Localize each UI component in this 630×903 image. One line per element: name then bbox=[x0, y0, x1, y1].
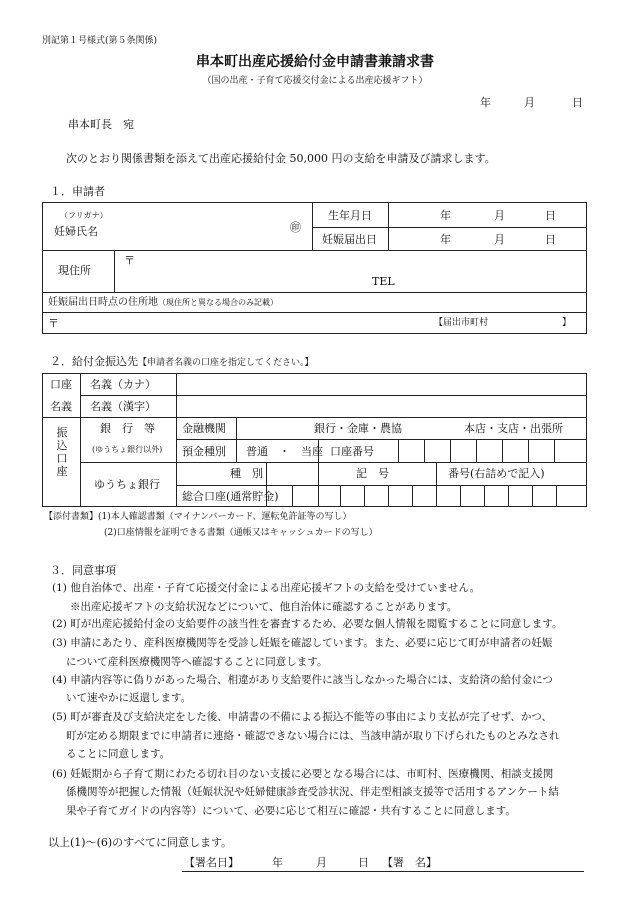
section-consent-heading: ３．同意事項 bbox=[50, 564, 116, 577]
tel-label: TEL bbox=[372, 275, 395, 288]
consent-item-4: (4) 申請内容等に偽りがあった場合、相違があり支給要件に該当しなかった場合には、支給済の給付金につ bbox=[52, 674, 553, 686]
attachment-line-2: (2)口座情報を証明できる書類（通帳又はキャッシュカードの写し） bbox=[104, 528, 378, 538]
signature-label: 【署 名】 bbox=[382, 856, 437, 869]
account-holder-label-1: 口座 bbox=[50, 378, 72, 391]
pregnancy-date-month: 月 bbox=[494, 233, 505, 246]
consent-item-3-cont: について産科医療機関等へ確認することに同意します。 bbox=[66, 656, 328, 668]
birthdate-year: 年 bbox=[440, 209, 451, 222]
previous-address-note: （現住所と異なる場合のみ記載） bbox=[158, 298, 278, 307]
document-subtitle: （国の出産・子育て応援交付金による出産応援ギフト） bbox=[202, 76, 428, 86]
form-number: 別記第１号様式(第５条関係) bbox=[42, 36, 158, 46]
consent-item-1: (1) 他自治体で、出産・子育て応援交付金による出産応援ギフトの支給を受けていません。 bbox=[52, 582, 481, 594]
birthdate-month: 月 bbox=[494, 209, 505, 222]
previous-address-title: 妊娠届出日時点の住所地 bbox=[48, 297, 158, 308]
holder-kana-label: 名義（カナ） bbox=[90, 378, 156, 391]
birthdate-day: 日 bbox=[545, 209, 556, 222]
date-day: 日 bbox=[572, 96, 583, 109]
consent-item-6-cont-2: 果や子育てガイドの内容等）について、必要に応じて相互に確認・共有することに同意します。 bbox=[66, 805, 516, 817]
pregnancy-date-year: 年 bbox=[440, 233, 451, 246]
previous-postal-mark: 〒 bbox=[48, 317, 59, 330]
general-account-label: 総合口座(通常貯金) bbox=[182, 490, 279, 503]
current-address-label: 現住所 bbox=[58, 264, 91, 277]
yucho-number-label: 番号(右詰めで記入) bbox=[448, 467, 545, 480]
yucho-label: ゆうちょ銀行 bbox=[94, 478, 160, 491]
account-holder-label-2: 名義 bbox=[50, 400, 72, 413]
consent-item-5-cont-2: ることに同意します。 bbox=[66, 748, 171, 760]
date-month: 月 bbox=[524, 96, 535, 109]
sign-year: 年 bbox=[272, 856, 283, 869]
consent-item-5-cont-1: 町が定める期限までに申請者に連絡・確認できない場合には、当該申請が取り下げられたものとみなされ bbox=[66, 730, 560, 742]
consent-note-1: ※出産応援ギフトの支給状況などについて、他自治体に確認することがあります。 bbox=[70, 601, 458, 613]
account-number-label: 口座番号 bbox=[330, 445, 374, 458]
bank-note: (ゆうちょ銀行以外) bbox=[92, 445, 163, 454]
date-year: 年 bbox=[480, 96, 491, 109]
section-applicant-heading: １．申請者 bbox=[50, 185, 105, 198]
previous-address-label bbox=[48, 297, 278, 309]
yucho-kind-label: 種 別 bbox=[230, 467, 263, 480]
furigana-label: （フリガナ） bbox=[60, 211, 108, 220]
section-bank-heading: ２．給付金振込先【申請者名義の口座を指定してください。】 bbox=[50, 355, 314, 368]
mother-name-label: 妊婦氏名 bbox=[54, 225, 98, 238]
attachment-label: 【添付書類】 bbox=[44, 512, 99, 522]
municipality-close: 】 bbox=[562, 318, 572, 328]
yucho-symbol-label: 記 号 bbox=[356, 467, 389, 480]
postal-mark: 〒 bbox=[124, 254, 135, 267]
sign-month: 月 bbox=[316, 856, 327, 869]
account-types: 普通 ・ 当座 bbox=[246, 445, 323, 458]
consent-item-6: (6) 妊娠期から子育て期にわたる切れ目のない支援に必要となる場合には、市町村、医療機関、相談支援関 bbox=[52, 768, 554, 780]
document-title: 串本町出産応援給付金申請書兼請求書 bbox=[196, 54, 434, 70]
branch-types: 本店・支店・出張所 bbox=[464, 422, 563, 435]
consent-item-4-cont: いて速やかに返還します。 bbox=[66, 692, 192, 704]
seal-mark: ㊞ bbox=[290, 221, 301, 234]
pregnancy-date-day: 日 bbox=[545, 233, 556, 246]
applicant-table bbox=[42, 202, 587, 334]
account-type-label: 預金種別 bbox=[182, 445, 226, 458]
attachment-line-1: 【添付書類】(1)本人確認書類（マイナンバーカード、運転免許証等の写し） bbox=[44, 512, 352, 522]
intro-text: 次のとおり関係書類を添えて出産応援給付金 50,000 円の支給を申請及び請求します。 bbox=[66, 152, 496, 165]
birthdate-label: 生年月日 bbox=[328, 209, 372, 222]
addressee: 串本町長 宛 bbox=[68, 118, 134, 131]
sign-date-label: 【署名日】 bbox=[184, 856, 239, 869]
transfer-account-label: 振 込 口 座 bbox=[56, 426, 68, 478]
consent-item-5: (5) 町が審査及び支給決定をした後、申請書の不備による振込不能等の事由により支払が完了せず、かつ、 bbox=[52, 711, 552, 723]
bank-label: 銀 行 等 bbox=[100, 422, 155, 435]
municipality-open: 【届出市町村 bbox=[434, 318, 489, 328]
institution-label: 金融機関 bbox=[182, 422, 226, 435]
consent-item-3: (3) 申請にあたり、産科医療機関等を受診し妊娠を確認しています。また、必要に応じて町が申請者の妊娠 bbox=[52, 637, 553, 649]
institution-types: 銀行・金庫・農協 bbox=[314, 422, 402, 435]
signature-underline bbox=[182, 871, 584, 872]
all-agree-statement: 以上(1)～(6)のすべてに同意します。 bbox=[48, 836, 233, 849]
consent-item-6-cont-1: 係機関等が把握した情報（妊娠状況や妊婦健康診査受診状況、伴走型相談支援等で活用するアンケート結 bbox=[66, 786, 559, 798]
consent-item-2: (2) 町が出産応援給付金の支給要件の該当性を審査するため、必要な個人情報を閲覧することに同意します。 bbox=[52, 618, 563, 630]
pregnancy-date-label: 妊娠届出日 bbox=[322, 233, 377, 246]
holder-kanji-label: 名義（漢字） bbox=[90, 400, 156, 413]
sign-day: 日 bbox=[358, 856, 369, 869]
